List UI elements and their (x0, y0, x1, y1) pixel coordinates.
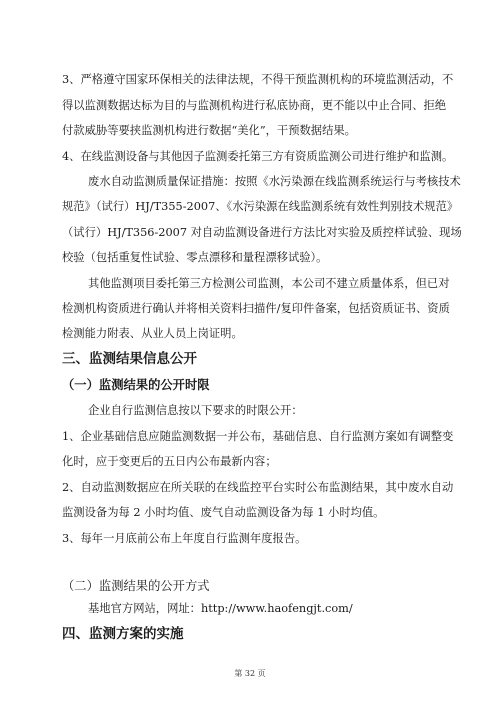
qa-paragraph-line-4: 校验（包括重复性试验、零点漂移和量程漂移试验）。 (62, 251, 328, 264)
other-paragraph-line-2: 检测机构资质进行确认并将相关资料扫描件/复印件备案，包括资质证书、资质 (62, 302, 450, 315)
disclosure-intro: 企业自行监测信息按以下要求的时限公开： (88, 404, 303, 417)
other-paragraph-line-1: 其他监测项目委托第三方检测公司监测，本公司不建立质量体系，但已对 (88, 277, 450, 290)
disclosure-item-2-line-2: 监测设备为每 2 小时均值、废气自动监测设备为每 1 小时均值。 (62, 506, 385, 519)
qa-paragraph-line-2: 规范》（试行）HJ/T355-2007、《水污染源在线监测系统有效性判别技术规范》 (62, 200, 459, 213)
paragraph-3-line-3: 付款威胁等要挟监测机构进行数据“美化”，干预数据结果。 (62, 124, 356, 137)
qa-paragraph-line-1: 废水自动监测质量保证措施：按照《水污染源在线监测系统运行与考核技术 (88, 175, 461, 188)
page-number: 第 32 页 (234, 669, 266, 678)
disclosure-item-1-line-1: 1、企业基础信息应随监测数据一并公布，基础信息、自行监测方案如有调整变 (62, 430, 454, 443)
disclosure-item-1-line-2: 化时，应于变更后的五日内公布最新内容； (62, 455, 277, 468)
disclosure-item-2-line-1: 2、自动监测数据应在所关联的在线监控平台实时公布监测结果，其中废水自动 (62, 481, 454, 494)
section-4-heading: 四、监测方案的实施 (62, 626, 184, 642)
paragraph-4-line-1: 4、在线监测设备与其他因子监测委托第三方有资质监测公司进行维护和监测。 (62, 150, 454, 163)
section-3-heading: 三、监测结果信息公开 (62, 351, 197, 367)
disclosure-item-3: 3、每年一月底前公布上年度自行监测年度报告。 (62, 532, 307, 545)
website-line: 基地官方网站，网址：http://www.haofengjt.com/ (88, 602, 353, 615)
subsection-1-heading: （一）监测结果的公开时限 (62, 378, 210, 392)
qa-paragraph-line-3: （试行）HJ/T356-2007 对自动监测设备进行方法比对实验及质控样试验、现场 (62, 226, 462, 239)
subsection-2-heading: （二）监测结果的公开方式 (62, 579, 210, 593)
paragraph-3-line-2: 得以监测数据达标为目的与监测机构进行私底协商，更不能以中止合同、拒绝 (62, 99, 447, 112)
paragraph-3-line-1: 3、严格遵守国家环保相关的法律法规，不得干预监测机构的环境监测活动，不 (62, 73, 454, 86)
other-paragraph-line-3: 检测能力附表、从业人员上岗证明。 (62, 327, 243, 340)
